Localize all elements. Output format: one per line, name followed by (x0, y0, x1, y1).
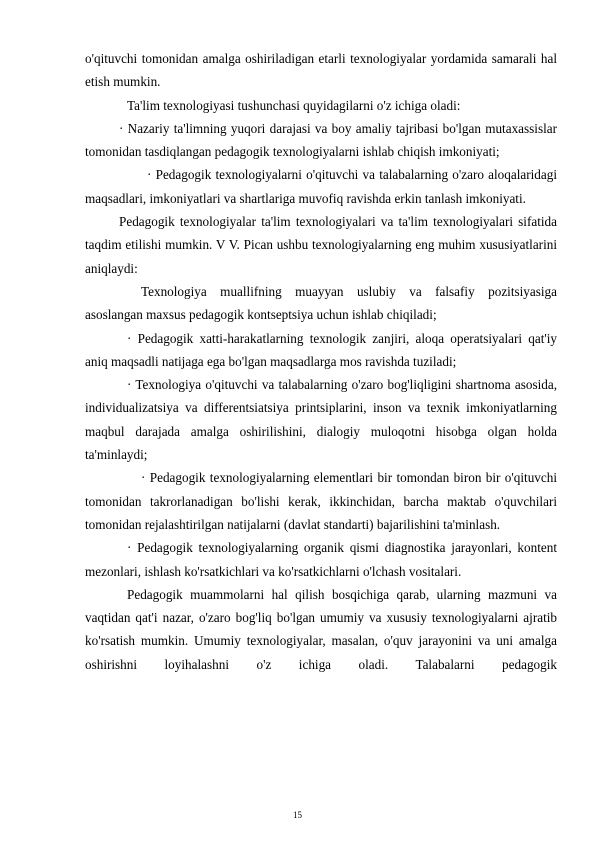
bullet-item: · Pedagogik texnologiyalarning organik qismi diagnostika jarayonlari, kontent mezonlari, ishlash ko'rsatkichlari va ko'rsatkichlarni o'lchash vositalari. (85, 540, 557, 579)
bullet-item: · Nazariy ta'limning yuqori darajasi va boy amaliy tajribasi bo'lgan mutaxassislar tomonidan tasdiqlangan pedagogik texnologiyalarni ishlab chiqish imkoniyati; (85, 120, 557, 160)
paragraph: Pedagogik texnologiyalar ta'lim texnologiyalari va ta'lim texnologiyalari sifatida taqdim etilishi mumkin. V V. Pican ushbu texnologiyalarning eng muhim xususiyatlarini aniqlaydi: (85, 214, 557, 276)
bullet-item: · Pedagogik texnologiyalarni o'qituvchi va talabalarning o'zaro aloqalaridagi maqsadlari, imkoniyatlari va shartlariga muvofiq ravishda erkin tanlash imkoniyati. (85, 167, 557, 206)
paragraph-continuation: o'qituvchi tomonidan amalga oshiriladigan etarli texnologiyalar yordamida samarali hal etish mumkin. (85, 51, 557, 90)
page-number: 15 (293, 810, 302, 820)
body-text (85, 47, 557, 676)
paragraph-intro: Ta'lim texnologiyasi tushunchasi quyidagilarni o'z ichiga oladi: (127, 97, 461, 113)
paragraph: Texnologiya muallifning muayyan uslubiy va falsafiy pozitsiyasiga asoslangan maxsus pedagogik kontseptsiya uchun ishlab chiqiladi; (85, 283, 557, 323)
bullet-item: · Pedagogik xatti-harakatlarning texnologik zanjiri, aloqa operatsiyalari qat'iy aniq maqsadli natijaga ega bo'lgan maqsadlarga mos ravishda tuziladi; (85, 330, 557, 369)
paragraph-continues: Pedagogik muammolarni hal qilish bosqichiga qarab, ularning mazmuni va vaqtidan qat'i nazar, o'zaro bog'liq bo'lgan umumiy va xususiy texnologiyalarni ajratib ko'rsatish mumkin. Umumiy texnologiyalar, masalan, o'quv jarayonini va uni amalga oshirishni loyihalashni o'z ichiga oladi. Talabalarni pedagogik (85, 586, 557, 672)
bullet-item: · Pedagogik texnologiyalarning elementlari bir tomondan biron bir o'qituvchi tomonidan takrorlanadigan bo'lishi kerak, ikkinchidan, barcha maktab o'quvchilari tomonidan rejalashtirilgan natijalarni (davlat standarti) bajarilishini ta'minlash. (85, 470, 557, 532)
bullet-item: · Texnologiya o'qituvchi va talabalarning o'zaro bog'liqligini shartnoma asosida, individualizatsiya va differentsiatsiya printsiplarini, inson va texnik imkoniyatlarning maqbul darajada amalga oshirilishini, dialogiy muloqotni hisobga olgan holda ta'minlaydi; (85, 377, 557, 463)
